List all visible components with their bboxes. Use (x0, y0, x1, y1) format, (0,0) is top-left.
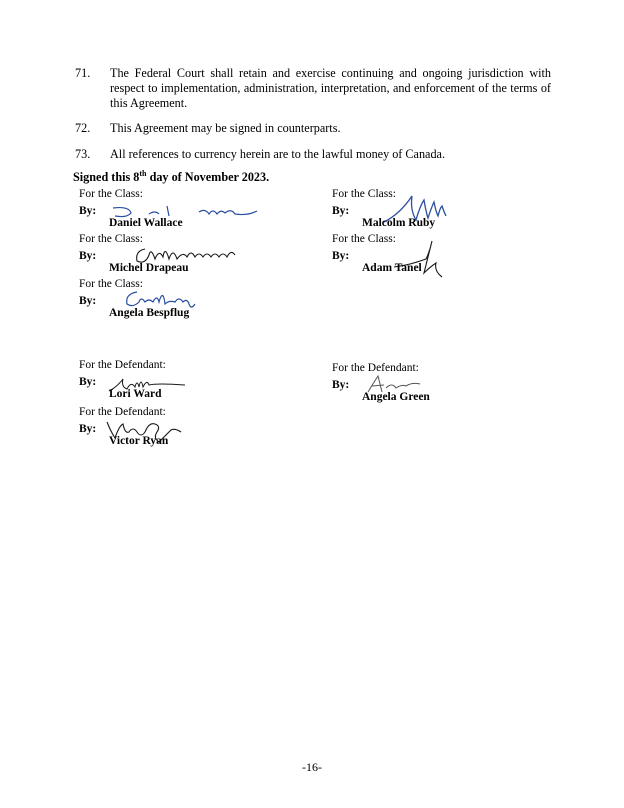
signer-name: Malcolm Ruby (362, 217, 436, 229)
paragraph-72 (75, 121, 551, 136)
signed-superscript: th (139, 168, 147, 178)
signature-block-malcolm-ruby (332, 188, 562, 234)
party-label: For the Class: (79, 278, 143, 290)
by-label: By: (332, 379, 350, 391)
by-label: By: (79, 250, 97, 262)
party-label: For the Class: (332, 188, 396, 200)
signer-name: Michel Drapeau (109, 262, 189, 274)
signer-name: Victor Ryan (109, 435, 169, 447)
signer-name: Angela Bespflug (109, 307, 190, 319)
signature-block-michel-drapeau (79, 233, 309, 279)
signed-date-line (73, 170, 269, 185)
by-label: By: (332, 205, 350, 217)
signer-name: Angela Green (362, 391, 430, 403)
signer-name: Lori Ward (109, 388, 162, 400)
party-label: For the Class: (79, 233, 143, 245)
page-number: -16- (302, 760, 322, 774)
party-label: For the Defendant: (79, 359, 166, 371)
by-label: By: (79, 295, 97, 307)
party-label: For the Defendant: (79, 406, 166, 418)
party-label: For the Defendant: (332, 362, 419, 374)
by-label: By: (79, 205, 97, 217)
signature-block-victor-ryan (79, 406, 309, 452)
paragraph-number: 72. (75, 121, 91, 135)
paragraph-71 (75, 66, 551, 111)
signed-suffix: day of November 2023. (146, 170, 270, 184)
signer-name: Adam Tanel (362, 262, 422, 274)
signature-block-angela-green (332, 362, 562, 408)
paragraph-text: All references to currency herein are to the lawful money of Canada. (110, 147, 446, 161)
by-label: By: (332, 250, 350, 262)
signer-name: Daniel Wallace (109, 217, 183, 229)
by-label: By: (79, 423, 97, 435)
paragraph-number: 73. (75, 147, 91, 161)
signature-block-adam-tanel (332, 233, 562, 279)
party-label: For the Class: (79, 188, 143, 200)
signature-block-lori-ward (79, 359, 309, 405)
paragraph-text: The Federal Court shall retain and exercise continuing and ongoing jurisdiction with respect to implementation, administration, interpretation, and enforcement of the terms of this Agreement. (110, 66, 551, 110)
party-label: For the Class: (332, 233, 396, 245)
paragraph-73 (75, 147, 551, 162)
signed-prefix: Signed this 8 (73, 170, 140, 184)
paragraph-number: 71. (75, 66, 91, 80)
by-label: By: (79, 376, 97, 388)
paragraph-text: This Agreement may be signed in counterparts. (110, 121, 341, 135)
signature-block-daniel-wallace (79, 188, 309, 234)
handwritten-signature (390, 237, 450, 281)
signature-block-angela-bespflug (79, 278, 309, 324)
